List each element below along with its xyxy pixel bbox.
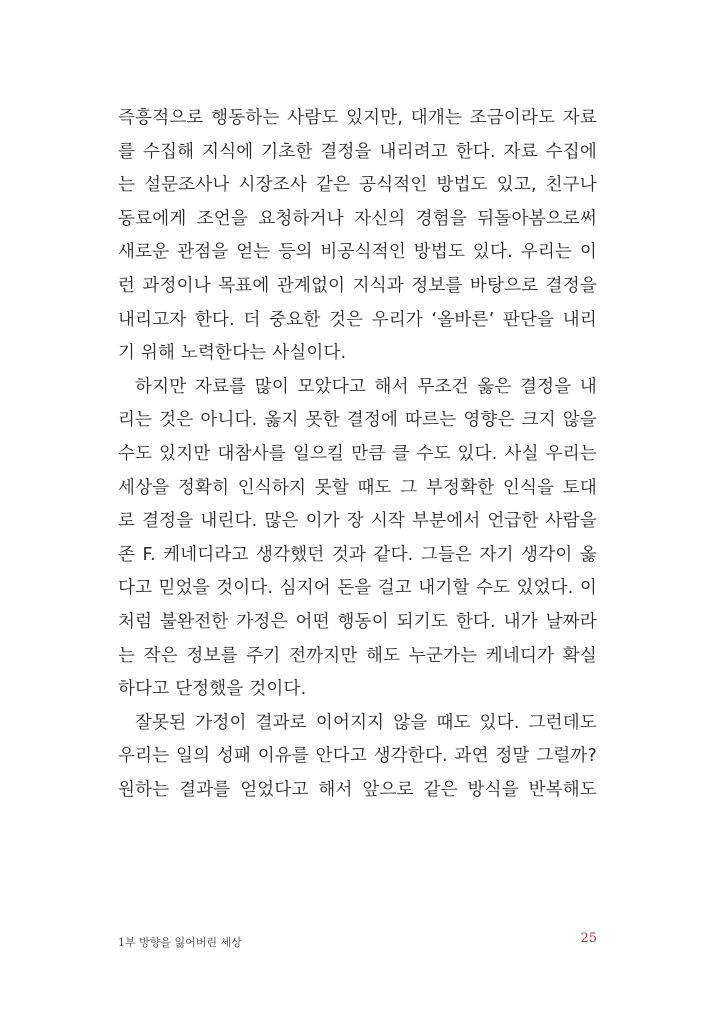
text-line: 새로운 관점을 얻는 등의 비공식적인 방법도 있다. 우리는 이 xyxy=(118,242,597,263)
text-line: 로 결정을 내린다. 많은 이가 장 시작 부분에서 언급한 사람을 xyxy=(118,511,597,532)
text-line: 잘못된 가정이 결과로 이어지지 않을 때도 있다. 그런데도 xyxy=(135,712,597,733)
text-line: 런 과정이나 목표에 관계없이 지식과 정보를 바탕으로 결정을 xyxy=(118,275,597,296)
text-line: 처럼 불완전한 가정은 어떤 행동이 되기도 한다. 내가 날짜라 xyxy=(118,611,597,632)
text-line: 를 수집해 지식에 기초한 결정을 내리려고 한다. 자료 수집에 xyxy=(118,141,597,162)
text-line: 리는 것은 아니다. 옳지 못한 결정에 따르는 영향은 크지 않을 xyxy=(118,410,597,431)
text-line: 는 작은 정보를 주기 전까지만 해도 누군가는 케네디가 확실 xyxy=(118,645,597,666)
text-line: 원하는 결과를 얻었다고 해서 앞으로 같은 방식을 반복해도 xyxy=(118,779,597,800)
running-head: 1부 방향을 잃어버린 세상 xyxy=(118,936,242,949)
text-line: 존 F. 케네디라고 생각했던 것과 같다. 그들은 자기 생각이 옳 xyxy=(118,544,597,565)
page-number: 25 xyxy=(580,931,597,946)
text-line: 는 설문조사나 시장조사 같은 공식적인 방법도 있고, 친구나 xyxy=(118,175,597,196)
text-line: 기 위해 노력한다는 사실이다. xyxy=(118,343,347,364)
text-line: 하다고 단정했을 것이다. xyxy=(118,679,307,700)
text-line: 내리고자 한다. 더 중요한 것은 우리가 ‘올바른’ 판단을 내리 xyxy=(118,309,597,330)
text-line: 다고 믿었을 것이다. 심지어 돈을 걸고 내기할 수도 있었다. 이 xyxy=(118,578,597,599)
text-line: 동료에게 조언을 요청하거나 자신의 경험을 뒤돌아봄으로써 xyxy=(118,208,597,229)
text-line: 하지만 자료를 많이 모았다고 해서 무조건 옳은 결정을 내 xyxy=(135,376,597,397)
text-line: 세상을 정확히 인식하지 못할 때도 그 부정확한 인식을 토대 xyxy=(118,477,597,498)
body-text xyxy=(118,102,597,807)
text-line: 즉흥적으로 행동하는 사람도 있지만, 대개는 조금이라도 자료 xyxy=(118,108,597,128)
text-line: 우리는 일의 성패 이유를 안다고 생각한다. 과연 정말 그럴까? xyxy=(118,746,597,767)
text-line: 수도 있지만 대참사를 일으킬 만큼 클 수도 있다. 사실 우리는 xyxy=(118,443,597,464)
